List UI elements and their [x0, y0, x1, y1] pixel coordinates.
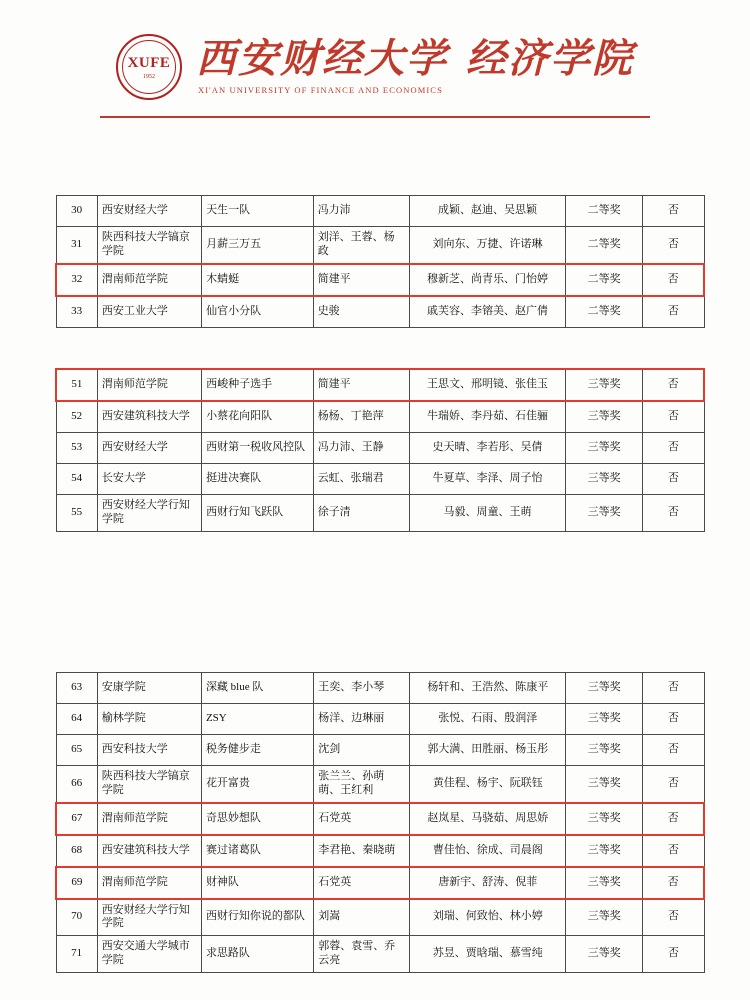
cell-no: 63 [56, 673, 97, 704]
document-header [0, 0, 750, 100]
cell-no: 68 [56, 835, 97, 867]
table-row [56, 766, 704, 803]
cell-flag: 否 [643, 264, 704, 296]
cell-award: 二等奖 [566, 196, 643, 227]
cell-school: 陕西科技大学镐京学院 [97, 227, 201, 264]
cell-flag: 否 [643, 936, 704, 973]
cell-school: 西安科技大学 [97, 735, 201, 766]
cell-team: 小蔡花向阳队 [202, 401, 314, 433]
cell-members: 王思文、邢明镜、张佳玉 [409, 369, 565, 401]
cell-flag: 否 [643, 401, 704, 433]
table-row [56, 495, 704, 532]
cell-no: 33 [56, 296, 97, 328]
university-name-en: XI'AN UNIVERSITY OF FINANCE AND ECONOMICS [198, 85, 443, 95]
logo-inner-ring [122, 40, 176, 94]
cell-leader: 刘洋、王蓉、杨政 [313, 227, 409, 264]
table-row [56, 835, 704, 867]
cell-award: 三等奖 [566, 936, 643, 973]
header-title-block [196, 36, 634, 95]
cell-members: 马毅、周童、王萌 [409, 495, 565, 532]
cell-no: 70 [56, 899, 97, 936]
header-title-row [196, 36, 634, 81]
table-row [56, 735, 704, 766]
cell-flag: 否 [643, 464, 704, 495]
cell-award: 三等奖 [566, 704, 643, 735]
cell-no: 54 [56, 464, 97, 495]
cell-flag: 否 [643, 433, 704, 464]
cell-team: 挺进决赛队 [202, 464, 314, 495]
cell-school: 西安财经大学行知学院 [97, 899, 201, 936]
cell-members: 郭大满、田胜丽、杨玉彤 [410, 735, 566, 766]
cell-team: 财神队 [201, 867, 313, 899]
cell-flag: 否 [643, 704, 704, 735]
cell-team: 花开富贵 [201, 766, 313, 803]
cell-school: 榆林学院 [97, 704, 201, 735]
cell-leader: 徐子清 [313, 495, 409, 532]
cell-members: 赵岚星、马骁茹、周思娇 [410, 803, 566, 835]
cell-leader: 杨洋、边琳丽 [314, 704, 410, 735]
cell-team: 仙官小分队 [202, 296, 314, 328]
cell-school: 西安建筑科技大学 [97, 835, 201, 867]
cell-members: 穆新芝、尚青乐、门怡婷 [409, 264, 565, 296]
table-row [56, 369, 704, 401]
cell-leader: 沈剑 [314, 735, 410, 766]
cell-flag: 否 [643, 899, 704, 936]
table-body-three [56, 673, 704, 973]
cell-leader: 李君艳、秦晓萌 [314, 835, 410, 867]
cell-members: 黄佳程、杨宇、阮联钰 [410, 766, 566, 803]
cell-members: 成颖、赵迪、吴思颖 [409, 196, 565, 227]
logo-abbreviation: XUFE [127, 55, 171, 71]
cell-flag: 否 [643, 766, 704, 803]
cell-no: 55 [56, 495, 97, 532]
cell-school: 渭南师范学院 [97, 369, 201, 401]
cell-team: 赛过诸葛队 [201, 835, 313, 867]
results-table [55, 368, 705, 532]
cell-school: 长安大学 [97, 464, 201, 495]
cell-school: 陕西科技大学镐京学院 [97, 766, 201, 803]
cell-award: 三等奖 [566, 464, 643, 495]
cell-school: 西安交通大学城市学院 [97, 936, 201, 973]
table-row [56, 264, 704, 296]
cell-award: 二等奖 [566, 264, 643, 296]
cell-leader: 杨杨、丁艳萍 [313, 401, 409, 433]
cell-award: 三等奖 [566, 735, 643, 766]
cell-leader: 冯力沛 [313, 196, 409, 227]
cell-award: 三等奖 [566, 369, 643, 401]
table-body-one [56, 196, 704, 328]
cell-flag: 否 [643, 835, 704, 867]
cell-award: 二等奖 [566, 227, 643, 264]
cell-team: 西财行知你说的都队 [201, 899, 313, 936]
cell-members: 牛夏草、李泽、周子怡 [409, 464, 565, 495]
cell-team: 木蜻蜓 [202, 264, 314, 296]
cell-no: 64 [56, 704, 97, 735]
cell-members: 牛瑞娇、李丹茹、石佳骊 [409, 401, 565, 433]
cell-no: 31 [56, 227, 97, 264]
cell-school: 西安建筑科技大学 [97, 401, 201, 433]
cell-team: ZSY [201, 704, 313, 735]
cell-team: 深藏 blue 队 [201, 673, 313, 704]
table-row [56, 196, 704, 227]
cell-no: 30 [56, 196, 97, 227]
cell-award: 三等奖 [566, 867, 643, 899]
cell-leader: 石党英 [314, 867, 410, 899]
cell-leader: 简建平 [313, 369, 409, 401]
cell-school: 西安财经大学 [97, 433, 201, 464]
cell-award: 二等奖 [566, 296, 643, 328]
cell-award: 三等奖 [566, 766, 643, 803]
cell-no: 65 [56, 735, 97, 766]
cell-flag: 否 [643, 673, 704, 704]
table-body-two [56, 369, 704, 531]
cell-team: 税务健步走 [201, 735, 313, 766]
cell-members: 刘向东、万捷、许诺琳 [409, 227, 565, 264]
table-row [56, 464, 704, 495]
cell-team: 月薪三万五 [202, 227, 314, 264]
results-table-block-three [55, 672, 705, 973]
cell-members: 苏昱、贾晗瑞、慕雪纯 [410, 936, 566, 973]
cell-school: 西安财经大学 [97, 196, 201, 227]
cell-no: 51 [56, 369, 97, 401]
cell-leader: 史骏 [313, 296, 409, 328]
results-table-block-one [55, 195, 705, 328]
cell-team: 西财行知飞跃队 [202, 495, 314, 532]
table-row [56, 704, 704, 735]
cell-members: 史天晴、李若彤、吴倩 [409, 433, 565, 464]
table-row [56, 296, 704, 328]
results-table [55, 195, 705, 328]
cell-no: 71 [56, 936, 97, 973]
header-divider [100, 116, 650, 118]
table-row [56, 401, 704, 433]
cell-no: 32 [56, 264, 97, 296]
table-row [56, 673, 704, 704]
cell-no: 66 [56, 766, 97, 803]
cell-leader: 冯力沛、王静 [313, 433, 409, 464]
cell-team: 天生一队 [202, 196, 314, 227]
cell-award: 三等奖 [566, 673, 643, 704]
cell-award: 三等奖 [566, 835, 643, 867]
cell-team: 西峻种子选手 [202, 369, 314, 401]
cell-members: 杨轩和、王浩然、陈康平 [410, 673, 566, 704]
cell-no: 67 [56, 803, 97, 835]
cell-flag: 否 [643, 495, 704, 532]
cell-school: 渭南师范学院 [97, 803, 201, 835]
results-table [55, 672, 705, 973]
cell-flag: 否 [643, 227, 704, 264]
cell-leader: 刘嵩 [314, 899, 410, 936]
cell-leader: 简建平 [313, 264, 409, 296]
cell-school: 渭南师范学院 [97, 264, 201, 296]
cell-no: 52 [56, 401, 97, 433]
results-table-block-two [55, 368, 705, 532]
cell-no: 53 [56, 433, 97, 464]
cell-school: 西安工业大学 [97, 296, 201, 328]
table-row [56, 227, 704, 264]
cell-flag: 否 [643, 867, 704, 899]
table-row [56, 867, 704, 899]
cell-flag: 否 [643, 735, 704, 766]
cell-school: 渭南师范学院 [97, 867, 201, 899]
university-name-cn: 西安财经大学 [196, 36, 448, 81]
cell-flag: 否 [643, 196, 704, 227]
cell-members: 张悦、石雨、殷润泽 [410, 704, 566, 735]
cell-team: 西财第一税收风控队 [202, 433, 314, 464]
cell-members: 曹佳怡、徐成、司晨阁 [410, 835, 566, 867]
cell-leader: 张兰兰、孙萌萌、王红利 [314, 766, 410, 803]
cell-members: 戚芙容、李镕美、赵广倩 [409, 296, 565, 328]
cell-members: 刘瑞、何致怡、林小婷 [410, 899, 566, 936]
table-row [56, 803, 704, 835]
cell-leader: 石党英 [314, 803, 410, 835]
cell-award: 三等奖 [566, 803, 643, 835]
cell-flag: 否 [643, 803, 704, 835]
table-row [56, 433, 704, 464]
cell-no: 69 [56, 867, 97, 899]
university-logo [116, 34, 182, 100]
cell-award: 三等奖 [566, 401, 643, 433]
cell-award: 三等奖 [566, 495, 643, 532]
cell-school: 安康学院 [97, 673, 201, 704]
cell-award: 三等奖 [566, 433, 643, 464]
cell-leader: 云虹、张瑞君 [313, 464, 409, 495]
logo-year: 1952 [143, 74, 155, 80]
cell-team: 奇思妙想队 [201, 803, 313, 835]
table-row [56, 936, 704, 973]
cell-flag: 否 [643, 369, 704, 401]
cell-leader: 郭蓉、袁雪、乔云亮 [314, 936, 410, 973]
cell-team: 求思路队 [201, 936, 313, 973]
table-row [56, 899, 704, 936]
cell-school: 西安财经大学行知学院 [97, 495, 201, 532]
cell-flag: 否 [643, 296, 704, 328]
cell-leader: 王奕、李小琴 [314, 673, 410, 704]
college-name-cn: 经济学院 [466, 36, 634, 81]
cell-award: 三等奖 [566, 899, 643, 936]
cell-members: 唐新宇、舒涛、倪菲 [410, 867, 566, 899]
